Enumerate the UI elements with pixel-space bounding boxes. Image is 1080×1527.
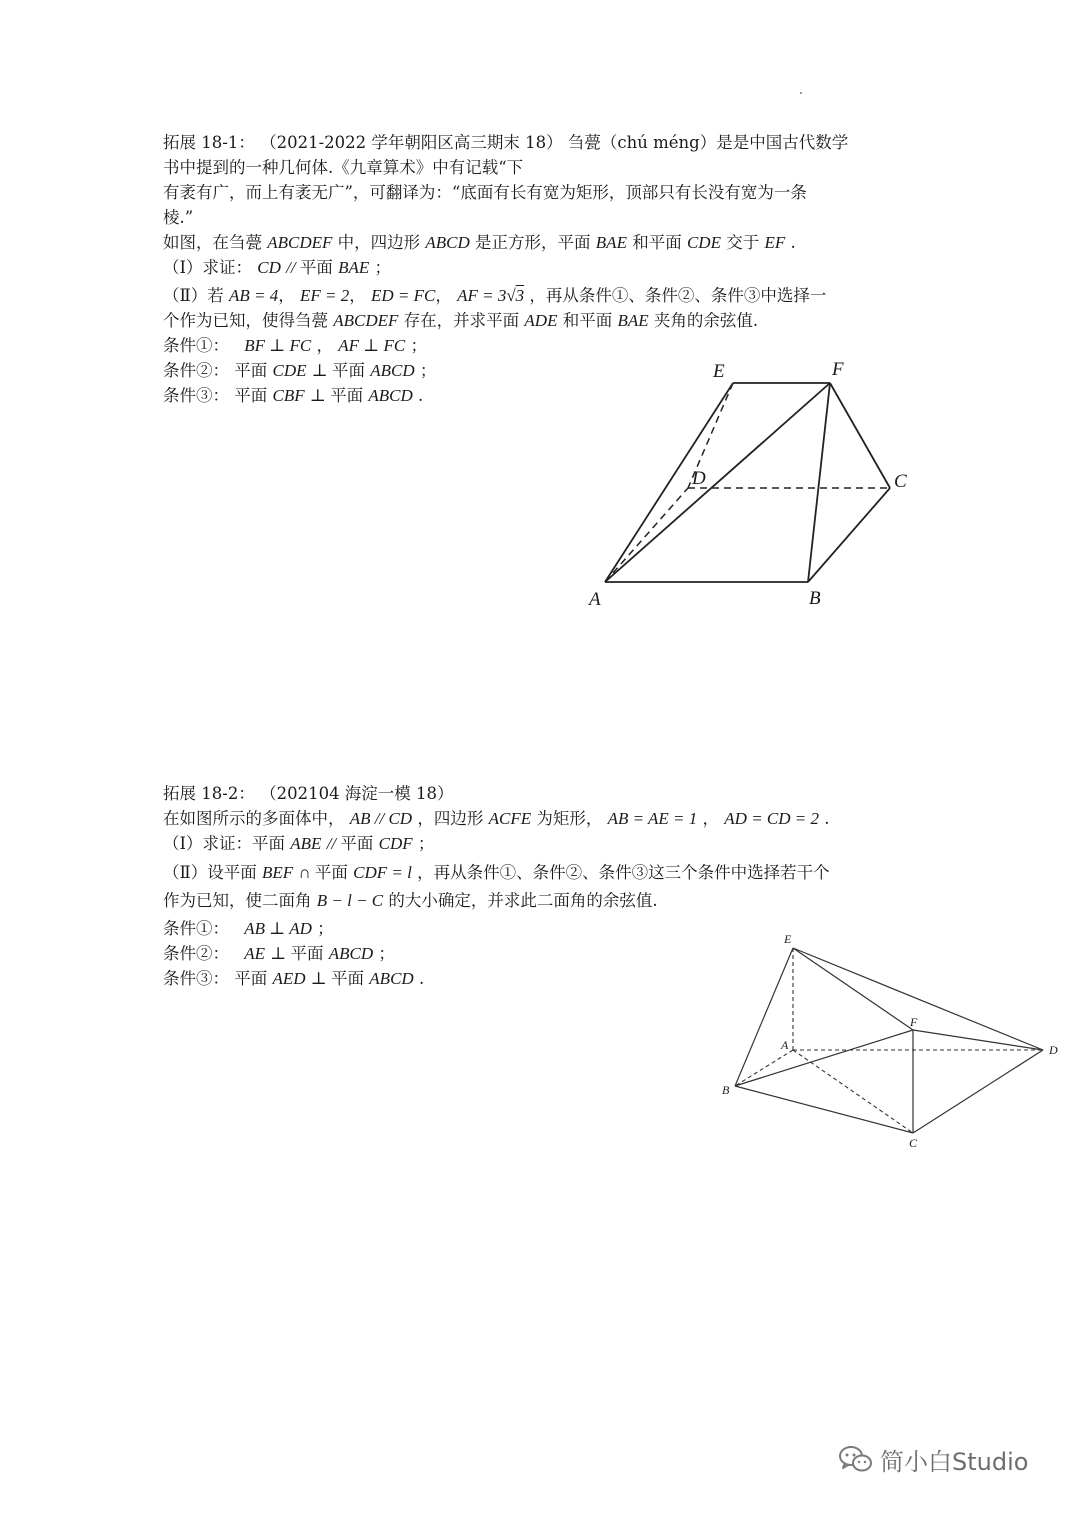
edge-bc	[735, 1086, 913, 1133]
sqrt-sign: √	[506, 286, 516, 305]
math-segment: AED	[272, 969, 306, 988]
math-relation: ⊥	[311, 361, 332, 380]
text-segment: 平面	[330, 386, 364, 405]
problem2-part1	[163, 831, 830, 856]
math-segment: CDE	[686, 233, 721, 252]
text-segment: .	[418, 386, 424, 405]
math-segment: ACFE	[488, 809, 532, 828]
problem2-title: 拓展 18-2：	[163, 784, 255, 803]
math-segment: ADE	[524, 311, 558, 330]
math-relation: //	[326, 834, 341, 853]
separator: ，	[435, 286, 452, 305]
edge-fc	[830, 383, 890, 488]
math-relation: ⊥	[310, 969, 332, 988]
math-segment: AB // CD	[349, 809, 413, 828]
sqrt-radicand: 3	[515, 286, 525, 305]
text-segment: ，四边形	[417, 809, 484, 828]
condition-label: 条件①：	[163, 919, 229, 938]
label-b: B	[722, 1083, 730, 1097]
problem2-title-line	[163, 781, 830, 806]
condition-label: 条件③：	[163, 969, 229, 988]
condition-label: 条件②：	[163, 944, 229, 963]
math-relation: ⊥	[309, 386, 331, 405]
text-segment: 和平面	[632, 233, 682, 252]
problem1-source: （2021-2022 学年朝阳区高三期末 18）	[260, 133, 563, 152]
text-segment: 平面	[234, 969, 268, 988]
label-f: F	[832, 359, 844, 380]
edge-ad-hidden	[605, 488, 688, 582]
text-segment: 夹角的余弦值.	[653, 311, 759, 330]
math-segment: BAE	[617, 311, 649, 330]
text-segment: ，再从条件①、条件②、条件③中选择一	[529, 286, 827, 305]
text-segment: 如图，在刍甍	[163, 233, 262, 252]
problem1-intro-d: 棱.”	[163, 208, 194, 227]
label-c: C	[894, 471, 907, 492]
watermark-text: 简小白Studio	[880, 1447, 1029, 1476]
text-segment: 平面	[234, 361, 268, 380]
text-segment: ；	[417, 834, 435, 853]
edge-fd	[913, 1030, 1043, 1050]
text-segment: 交于	[726, 233, 760, 252]
math-segment: AB ⊥ AD	[244, 919, 312, 938]
watermark	[838, 1439, 1028, 1479]
text-segment: 和平面	[562, 311, 613, 330]
edge-fb	[808, 383, 830, 582]
label-d: D	[1049, 1043, 1058, 1057]
math-segment: AB = AE = 1	[607, 809, 698, 828]
label-e: E	[713, 361, 725, 382]
math-segment: BAE	[595, 233, 627, 252]
separator: ，	[349, 286, 366, 305]
text-segment: ；	[410, 336, 427, 355]
part-label: （Ⅰ）求证：平面	[163, 834, 286, 853]
text-segment: 平面	[331, 969, 365, 988]
text-segment: 存在，并求平面	[403, 311, 520, 330]
math-segment: ABCD	[368, 386, 413, 405]
math-segment: ED = FC	[370, 286, 436, 305]
text-segment: 平面	[314, 863, 348, 882]
math-segment: EF = 2	[299, 286, 350, 305]
text-segment: 作为已知，使二面角	[163, 891, 312, 910]
text-segment: .	[824, 809, 830, 828]
problem2-given	[163, 806, 830, 831]
problem2-source: （202104 海淀一模 18）	[260, 784, 454, 803]
edge-fa	[605, 383, 830, 582]
math-segment: CDF	[378, 834, 413, 853]
condition-label: 条件③：	[163, 386, 229, 405]
label-c: C	[909, 1136, 918, 1150]
text-segment: 平面	[340, 834, 374, 853]
text-segment: 在如图所示的多面体中，	[163, 809, 345, 828]
label-f: F	[910, 1015, 918, 1029]
text-segment: .	[790, 233, 796, 252]
edge-eb	[735, 948, 793, 1086]
label-a: A	[589, 589, 601, 610]
text-segment: ，再从条件①、条件②、条件③这三个条件中选择若干个	[417, 863, 830, 882]
math-segment: ABCD	[370, 361, 415, 380]
math-segment: ABCDEF	[333, 311, 399, 330]
part-label: （Ⅰ）求证：	[163, 258, 253, 277]
math-segment: ABCD	[328, 944, 374, 963]
math-segment: CDF = l	[353, 863, 412, 882]
edge-cd	[913, 1050, 1043, 1133]
separator: ，	[278, 286, 295, 305]
label-e: E	[784, 932, 792, 946]
text-segment: 个作为已知，使得刍甍	[163, 311, 328, 330]
problem1-intro-a: 刍甍（chú méng）是是中国古代数学	[567, 133, 849, 152]
text-segment: ；	[317, 919, 334, 938]
math-segment: AB = 4	[228, 286, 279, 305]
math-segment: B − l − C	[316, 891, 384, 910]
text-segment: ；	[374, 258, 392, 277]
math-segment: ABE	[290, 834, 322, 853]
math-segment: ABCD	[369, 969, 414, 988]
math-segment: AD = CD = 2	[724, 809, 820, 828]
math-segment: CBF	[272, 386, 305, 405]
problem2-figure	[0, 900, 1080, 1160]
math-segment: AE	[244, 944, 266, 963]
label-a: A	[781, 1038, 789, 1052]
math-segment: BF ⊥ FC	[244, 336, 312, 355]
math-segment: CD	[257, 258, 281, 277]
part-label: （Ⅱ）若	[163, 286, 224, 305]
math-segment: ABCD	[425, 233, 470, 252]
separator: ，	[316, 336, 333, 355]
math-segment: EF	[764, 233, 786, 252]
math-segment: ABCDEF	[267, 233, 333, 252]
edge-bc	[808, 488, 890, 582]
math-segment: BAE	[338, 258, 370, 277]
part-label: （Ⅱ）设平面	[163, 863, 257, 882]
condition-label: 条件①：	[163, 336, 229, 355]
math-segment: AF = 3	[457, 286, 507, 305]
edge-ea	[605, 383, 733, 582]
math-segment: BEF	[261, 863, 294, 882]
edge-ac-hidden	[793, 1050, 913, 1133]
text-segment: ，	[702, 809, 720, 828]
text-segment: .	[418, 969, 425, 988]
problem1-title: 拓展 18-1：	[163, 133, 255, 152]
text-segment: 平面	[290, 944, 324, 963]
text-segment: ；	[419, 361, 437, 380]
edge-ab-hidden	[735, 1050, 793, 1086]
condition-label: 条件②：	[163, 361, 229, 380]
edge-fb	[735, 1030, 913, 1086]
text-segment: 平面	[299, 258, 333, 277]
problem1-intro-c: 有袤有广，而上有袤无广”，可翻译为：“底面有长有宽为矩形，顶部只有长没有宽为一条	[163, 183, 807, 202]
text-segment: 为矩形，	[536, 809, 603, 828]
text-segment: 中，四边形	[337, 233, 421, 252]
text-segment: 的大小确定，并求此二面角的余弦值.	[388, 891, 658, 910]
text-segment: 是正方形，平面	[475, 233, 591, 252]
label-b: B	[809, 588, 821, 609]
text-segment: ；	[378, 944, 395, 963]
problem1-intro-b: 书中提到的一种几何体.《九章算术》中有记载“下	[163, 158, 524, 177]
text-segment: 平面	[234, 386, 268, 405]
math-relation: ⊥	[270, 944, 291, 963]
problem1-figure	[0, 0, 1080, 640]
math-segment: AF ⊥ FC	[338, 336, 406, 355]
problem2-part2-line1	[163, 860, 830, 885]
math-segment: CDE	[272, 361, 307, 380]
wechat-icon	[838, 1444, 874, 1474]
label-d: D	[692, 468, 706, 489]
math-relation: //	[286, 258, 300, 277]
text-segment: 平面	[332, 361, 365, 380]
math-relation: ∩	[298, 863, 315, 882]
edge-ed	[793, 948, 1043, 1050]
